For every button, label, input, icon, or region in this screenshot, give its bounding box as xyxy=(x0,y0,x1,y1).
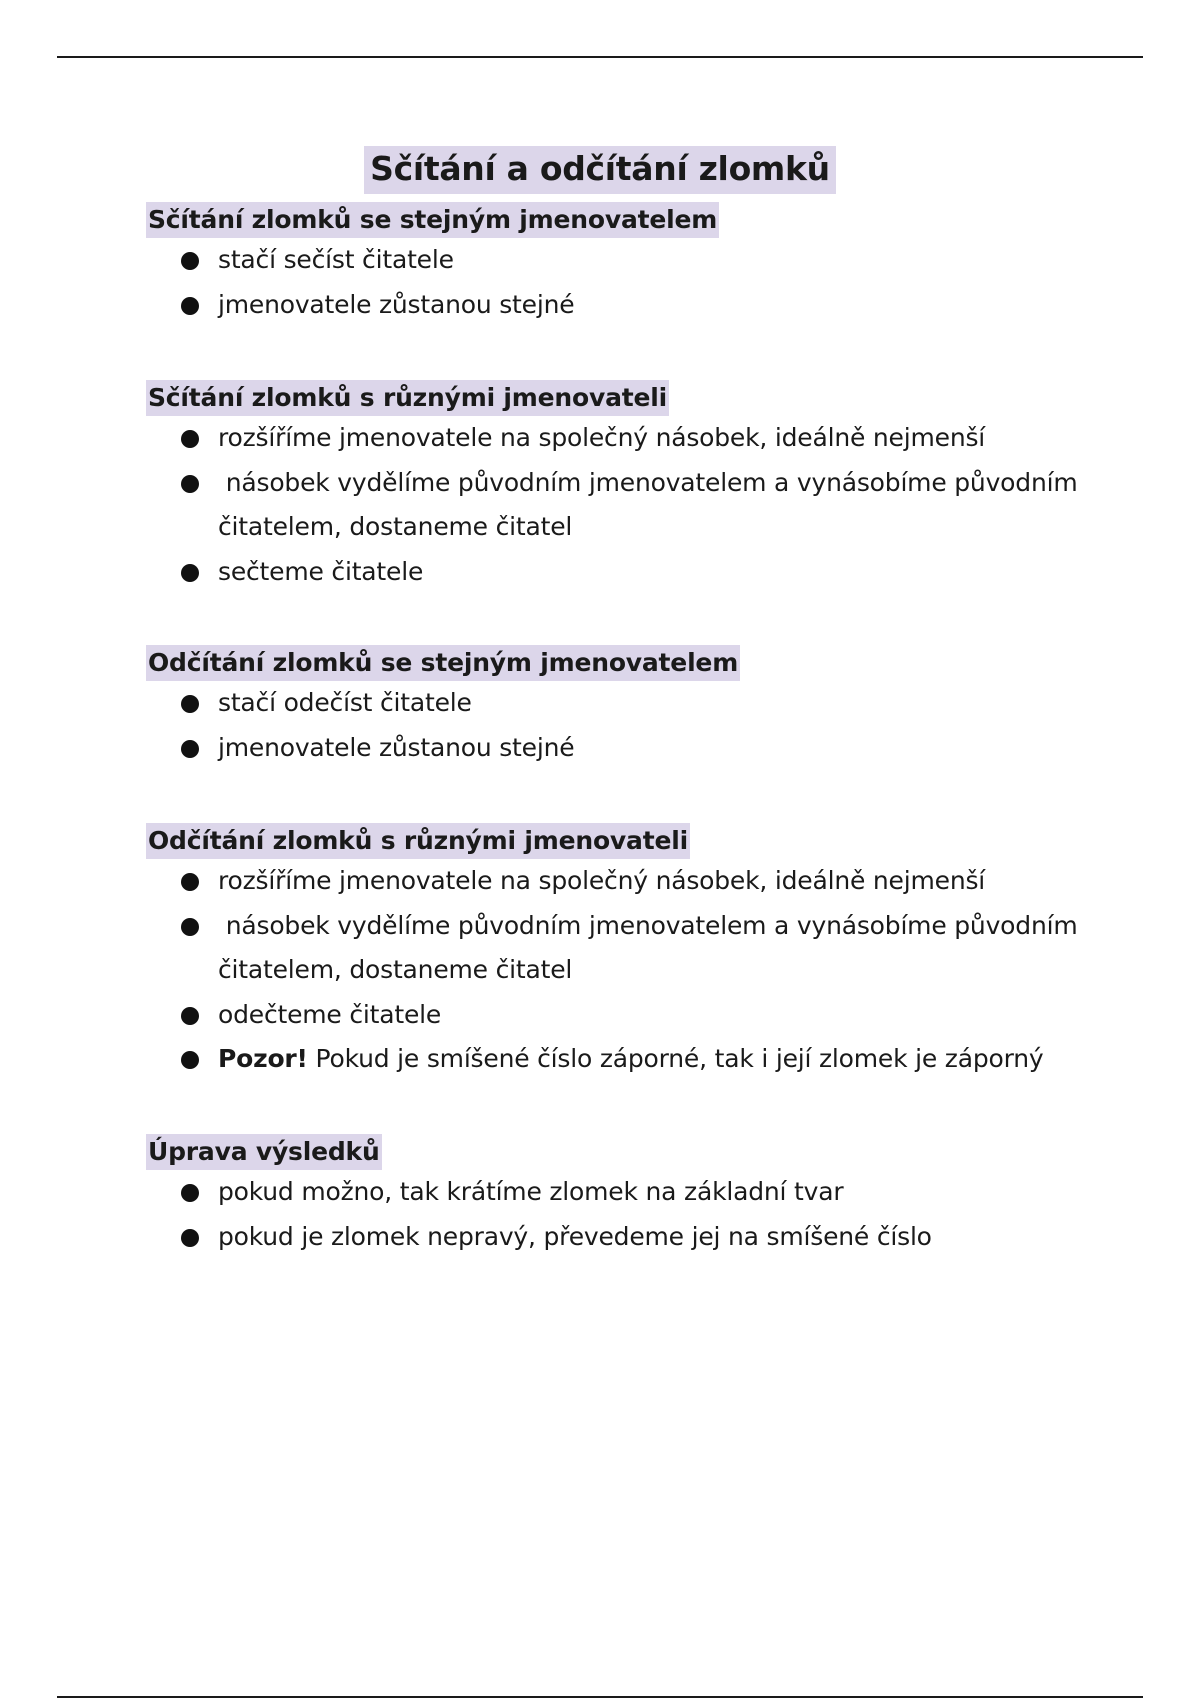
bullet-icon xyxy=(181,1229,199,1247)
list-item xyxy=(146,283,1078,328)
list-item-text: pokud je zlomek nepravý, převedeme jej na smíšené číslo xyxy=(218,1221,932,1251)
title-wrap xyxy=(0,146,1200,194)
list-item xyxy=(146,681,1078,726)
bullet-list xyxy=(146,416,1200,594)
section-heading: Odčítání zlomků s různými jmenovateli xyxy=(146,823,690,859)
section-addition-same-denominator xyxy=(146,202,1200,327)
bullet-icon xyxy=(181,1051,199,1069)
bullet-icon xyxy=(181,918,199,936)
bullet-icon xyxy=(181,430,199,448)
warning-body: Pokud je smíšené číslo záporné, tak i její zlomek je záporný xyxy=(307,1044,1044,1073)
list-item xyxy=(146,238,1078,283)
list-item xyxy=(146,993,1078,1038)
list-item-text: sečteme čitatele xyxy=(218,556,424,586)
bullet-list xyxy=(146,1170,1200,1259)
section-addition-different-denominators xyxy=(146,380,1200,594)
list-item-text: rozšíříme jmenovatele na společný násobek, ideálně nejmenší xyxy=(218,423,986,452)
top-rule xyxy=(57,56,1143,58)
list-item xyxy=(146,461,1086,550)
bullet-list xyxy=(146,238,1200,327)
section-result-adjustment xyxy=(146,1134,1200,1259)
list-item-text: stačí odečíst čitatele xyxy=(218,688,472,717)
bullet-icon xyxy=(181,740,199,758)
list-item-text: násobek vydělíme původním jmenovatelem a vynásobíme původním čitatelem, dostaneme čitatel xyxy=(218,910,1086,984)
list-item xyxy=(146,859,1078,904)
warning-note-text xyxy=(218,1044,1044,1073)
warning-label: Pozor! xyxy=(218,1044,308,1073)
list-item-text: pokud možno, tak krátíme zlomek na základní tvar xyxy=(218,1177,844,1206)
list-item-text: rozšíříme jmenovatele na společný násobek, ideálně nejmenší xyxy=(218,866,986,895)
warning-note xyxy=(146,1037,1078,1082)
section-subtraction-different-denominators xyxy=(146,823,1200,1082)
list-item xyxy=(146,416,1078,461)
page-title: Sčítání a odčítání zlomků xyxy=(364,146,836,194)
bullet-icon xyxy=(181,475,199,493)
bullet-icon xyxy=(181,252,199,270)
list-item-text: jmenovatele zůstanou stejné xyxy=(218,289,575,319)
list-item xyxy=(146,904,1086,993)
list-item xyxy=(146,726,1078,771)
bottom-rule xyxy=(57,1696,1143,1698)
list-item xyxy=(146,1170,1078,1215)
section-heading: Odčítání zlomků se stejným jmenovatelem xyxy=(146,645,740,681)
bullet-icon xyxy=(181,297,199,315)
list-item xyxy=(146,550,1078,595)
bullet-icon xyxy=(181,564,199,582)
list-item-text: stačí sečíst čitatele xyxy=(218,245,454,274)
list-item xyxy=(146,1215,1078,1260)
bullet-list xyxy=(146,859,1200,1082)
section-heading: Sčítání zlomků s různými jmenovateli xyxy=(146,380,669,416)
section-subtraction-same-denominator xyxy=(146,645,1200,770)
list-item-text: odečteme čitatele xyxy=(218,999,442,1029)
bullet-icon xyxy=(181,695,199,713)
section-heading: Úprava výsledků xyxy=(146,1134,382,1170)
bullet-icon xyxy=(181,1007,199,1025)
section-heading: Sčítání zlomků se stejným jmenovatelem xyxy=(146,202,719,238)
bullet-list xyxy=(146,681,1200,770)
bullet-icon xyxy=(181,1184,199,1202)
list-item-text: násobek vydělíme původním jmenovatelem a vynásobíme původním čitatelem, dostaneme čitatel xyxy=(218,467,1086,541)
bullet-icon xyxy=(181,873,199,891)
list-item-text: jmenovatele zůstanou stejné xyxy=(218,732,575,762)
